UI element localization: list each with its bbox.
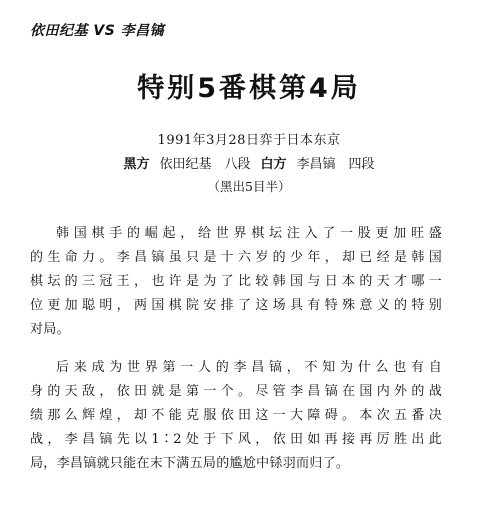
game-date-place: 1991年3月28日弈于日本东京 xyxy=(157,133,341,148)
black-player: 依田纪基 八段 xyxy=(159,157,251,172)
paragraph-line: 身的天敌，依田就是第一个。尽管李昌镐在国内外的战 xyxy=(30,384,442,399)
paragraph-line: 对局。 xyxy=(30,322,70,337)
paragraph-line: 局，李昌镐就只能在末下满五局的尴尬中铩羽而归了。 xyxy=(30,456,350,471)
paragraph-line: 位更加聪明，两国棋院安排了这场具有特殊意义的特别 xyxy=(30,298,442,313)
paragraph-line: 后来成为世界第一人的李昌镐，不知为什么也有自 xyxy=(56,360,442,375)
game-title: 特别5番棋第4局 xyxy=(137,73,361,104)
paragraph-1 xyxy=(30,222,442,342)
paragraph-line: 绩那么辉煌，却不能克服依田这一大障碍。本次五番决 xyxy=(30,408,442,423)
paragraph-line: 韩国棋手的崛起，给世界棋坛注入了一股更加旺盛 xyxy=(56,226,442,241)
komi-note: （黑出5目半） xyxy=(207,179,291,194)
running-head: 依田纪基 VS 李昌镐 xyxy=(30,23,165,39)
players-line xyxy=(0,153,498,172)
paragraph-line: 棋坛的三冠王，也许是为了比较韩国与日本的天才哪一 xyxy=(30,274,442,289)
paragraph-line: 战，李昌镐先以1∶2处于下风，依田如再接再厉胜出此 xyxy=(30,432,442,447)
paragraph-line: 的生命力。李昌镐虽只是十六岁的少年，却已经是韩国 xyxy=(30,250,442,265)
white-label: 白方 xyxy=(260,157,287,172)
white-player: 李昌镐 四段 xyxy=(296,157,375,172)
black-label: 黑方 xyxy=(123,157,150,172)
paragraph-2 xyxy=(30,356,442,476)
